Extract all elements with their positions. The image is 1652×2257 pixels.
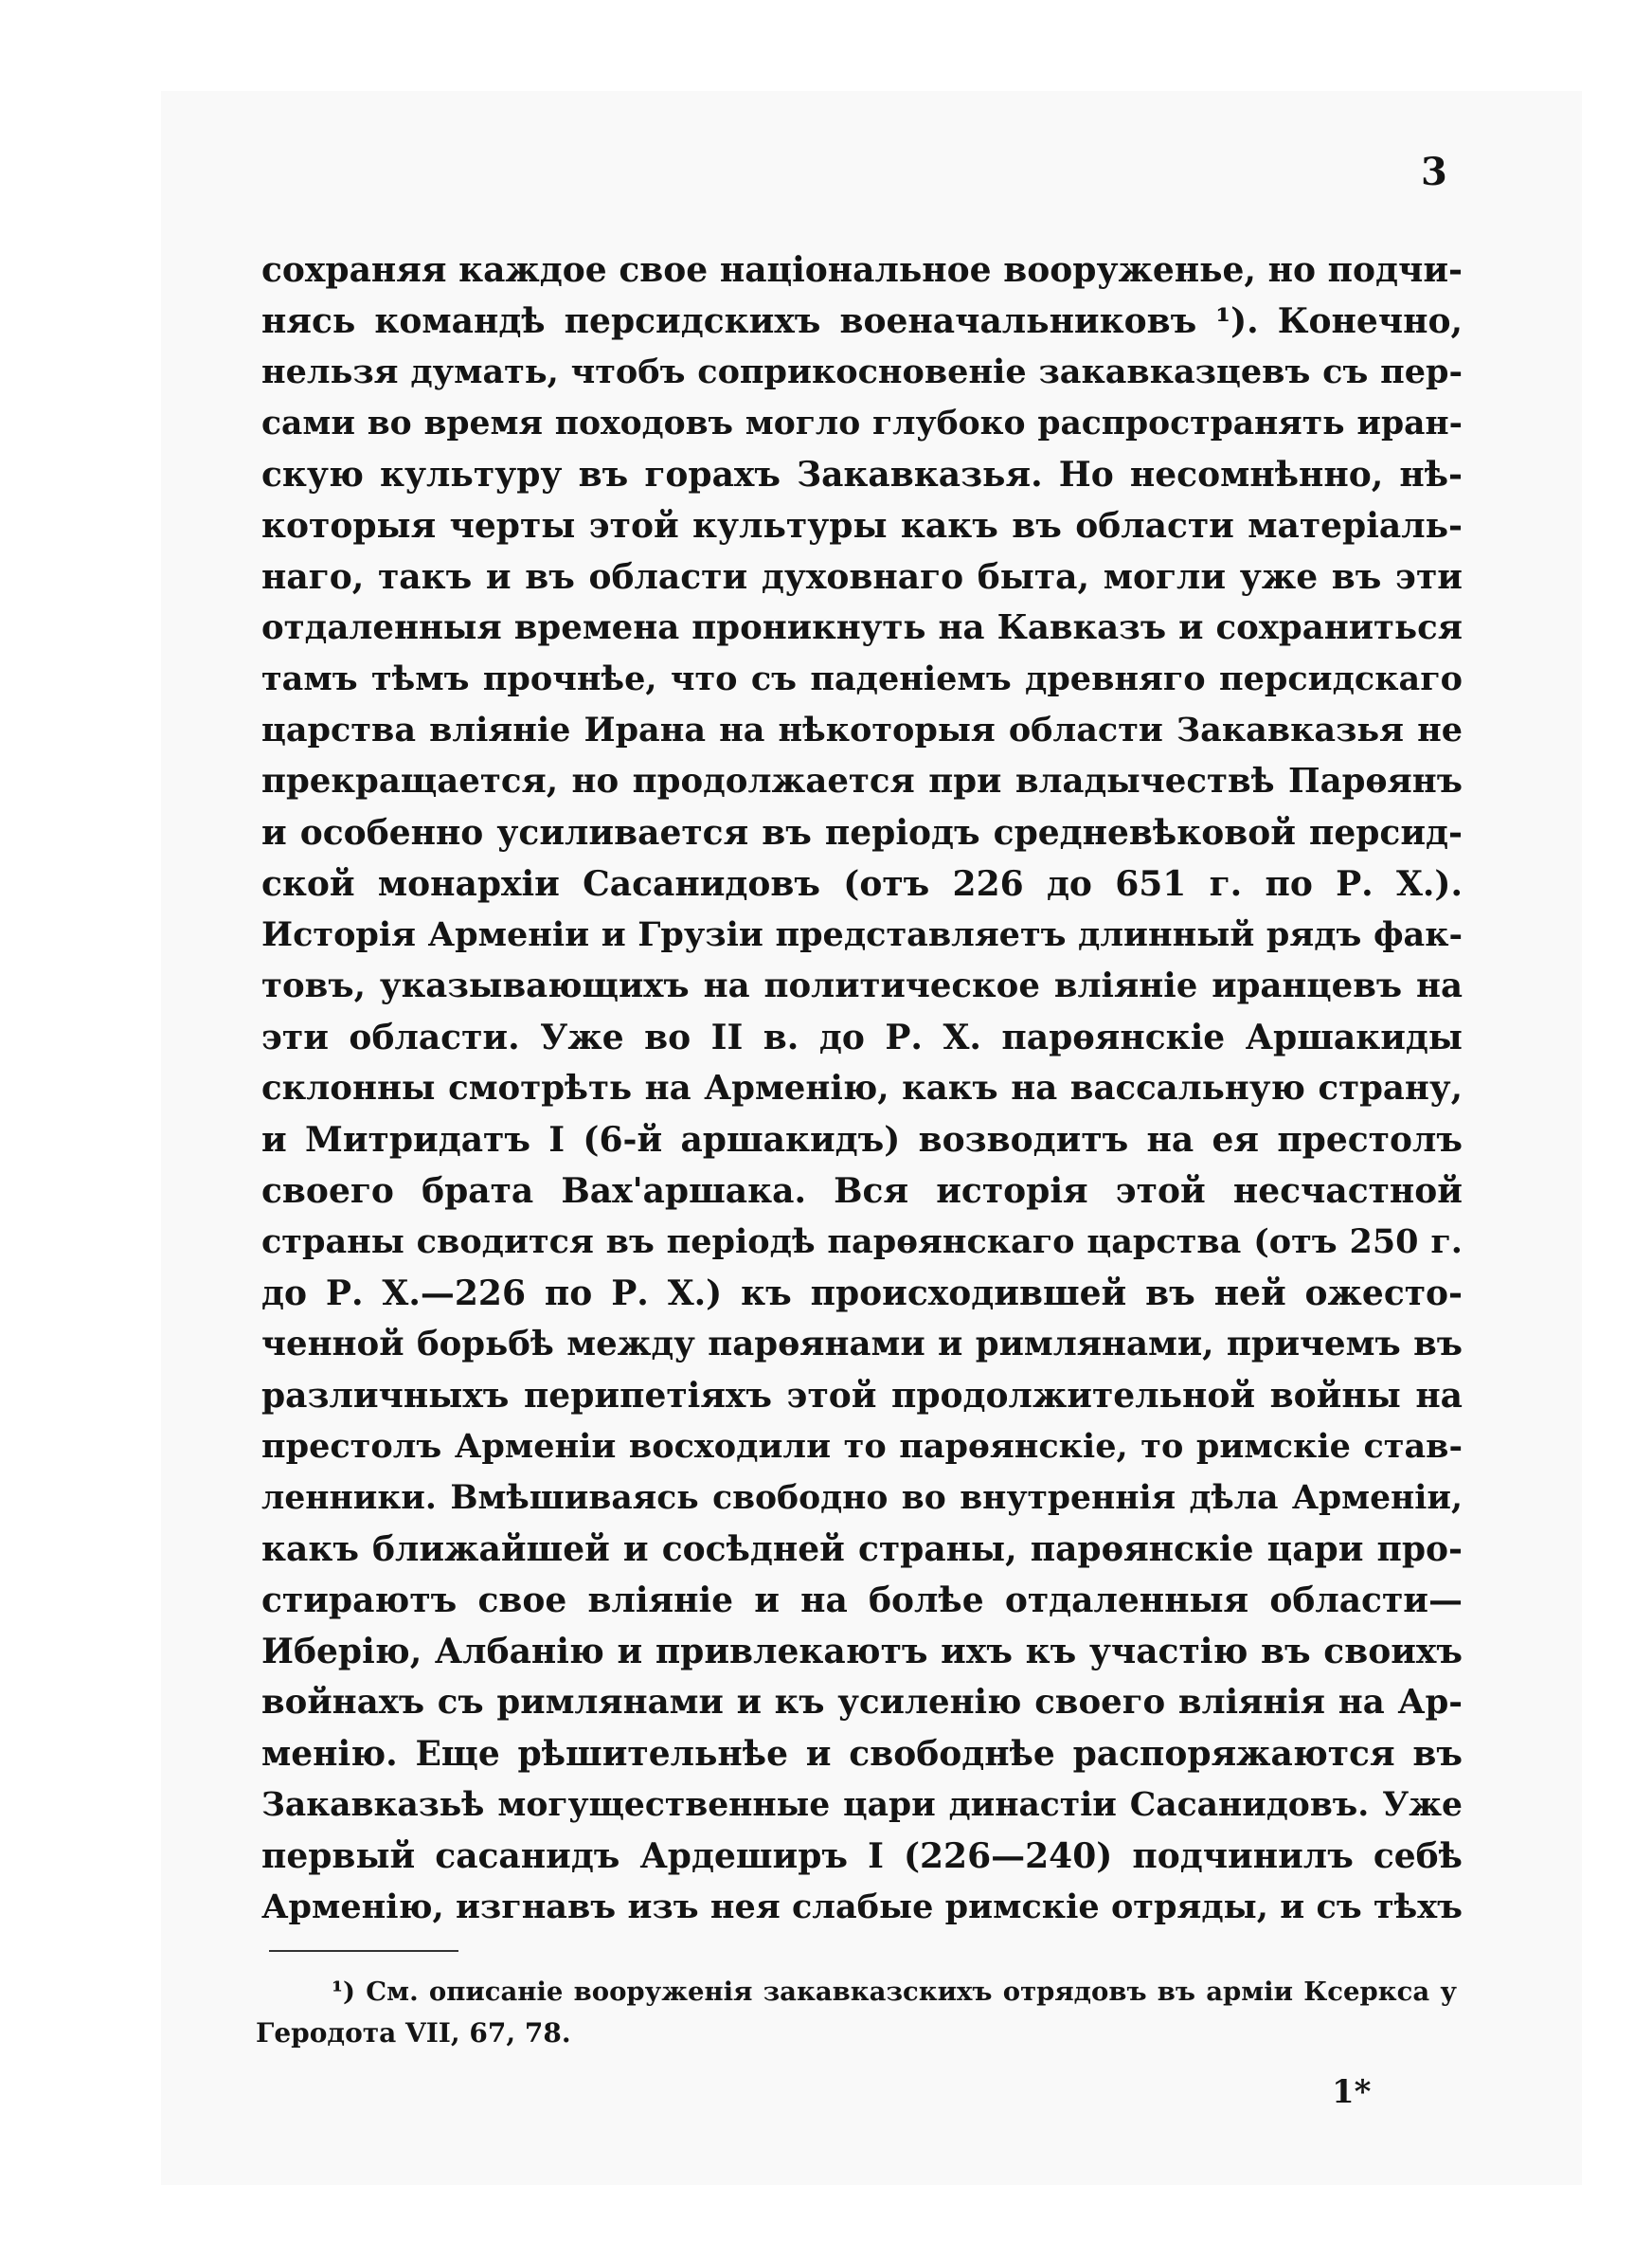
text-line: Закавказьѣ могущественные цари династіи Сасанидовъ. Уже: [261, 1786, 1463, 1824]
footnote-line: Геродота VII, 67, 78.: [256, 2017, 571, 2049]
text-line: эти области. Уже во II в. до Р. Х. парѳянскіе Аршакиды: [261, 1018, 1463, 1057]
text-line: Иберію, Албанію и привлекаютъ ихъ къ участію въ своихъ: [261, 1632, 1463, 1671]
text-line: стираютъ свое вліяніе и на болѣе отдаленныя области—: [261, 1580, 1463, 1620]
footnote: [256, 1971, 1457, 2054]
text-line: ленники. Вмѣшиваясь свободно во внутреннія дѣла Арменіи,: [261, 1479, 1463, 1517]
text-line: до Р. Х.—226 по Р. Х.) къ происходившей въ ней ожесто-: [261, 1273, 1463, 1313]
body-text: [261, 244, 1463, 1933]
text-line: ченной борьбѣ между парѳянами и римлянами, причемъ въ: [261, 1325, 1463, 1363]
footnote-divider: [269, 1950, 458, 1952]
text-line: ской монархіи Сасанидовъ (отъ 226 до 651 г. по Р. Х.).: [261, 864, 1463, 904]
signature-mark: 1*: [1332, 2073, 1372, 2111]
text-line: войнахъ съ римлянами и къ усиленію своего вліянія на Ар-: [261, 1683, 1463, 1722]
text-line: тамъ тѣмъ прочнѣе, что съ паденіемъ древняго персидскаго: [261, 659, 1463, 698]
text-line: нясь командѣ персидскихъ военачальниковъ ¹). Конечно,: [261, 301, 1463, 341]
text-line: склонны смотрѣть на Арменію, какъ на вассальную страну,: [261, 1069, 1463, 1108]
text-line: наго, такъ и въ области духовнаго быта, могли уже въ эти: [261, 557, 1463, 597]
text-line: и особенно усиливается въ періодъ средневѣковой персид-: [261, 813, 1463, 853]
footnote-line: ¹) См. описаніе вооруженія закавказскихъ отрядовъ въ арміи Ксеркса у: [332, 1977, 1457, 2007]
text-line: скую культуру въ горахъ Закавказья. Но несомнѣнно, нѣ-: [261, 455, 1463, 495]
text-line: страны сводится въ періодѣ парѳянскаго царства (отъ 250 г.: [261, 1222, 1463, 1261]
page-number: 3: [1421, 150, 1448, 194]
text-line: менію. Еще рѣшительнѣе и свободнѣе распоряжаются въ: [261, 1734, 1463, 1774]
text-line: прекращается, но продолжается при владычествѣ Парѳянъ: [261, 762, 1463, 801]
text-line: сами во время походовъ могло глубоко распространять иран-: [261, 405, 1463, 442]
text-line: товъ, указывающихъ на политическое вліяніе иранцевъ на: [261, 966, 1463, 1005]
text-line: первый сасанидъ Ардеширъ I (226—240) подчинилъ себѣ: [261, 1836, 1463, 1876]
text-line: престолъ Арменіи восходили то парѳянскіе, то римскіе став-: [261, 1427, 1463, 1466]
text-line: которыя черты этой культуры какъ въ области матеріаль-: [261, 506, 1463, 546]
text-line: Исторія Арменіи и Грузіи представляетъ длинный рядъ фак-: [261, 915, 1463, 954]
text-line: и Митридатъ I (6-й аршакидъ) возводитъ на ея престолъ: [261, 1120, 1463, 1160]
text-line: царства вліяніе Ирана на нѣкоторыя области Закавказья не: [261, 711, 1463, 749]
text-line: сохраняя каждое свое національное вооруженье, но подчи-: [261, 250, 1463, 290]
text-line: какъ ближайшей и сосѣдней страны, парѳянскіе цари про-: [261, 1529, 1463, 1569]
text-line: нельзя думать, чтобъ соприкосновеніе закавказцевъ съ пер-: [261, 352, 1463, 391]
text-line: Арменію, изгнавъ изъ нея слабые римскіе отряды, и съ тѣхъ: [261, 1887, 1463, 1926]
text-line: своего брата Вах'аршака. Вся исторія этой несчастной: [261, 1171, 1463, 1211]
text-line: отдаленныя времена проникнуть на Кавказъ и сохраниться: [261, 608, 1463, 647]
text-line: различныхъ перипетіяхъ этой продолжительной войны на: [261, 1376, 1463, 1416]
